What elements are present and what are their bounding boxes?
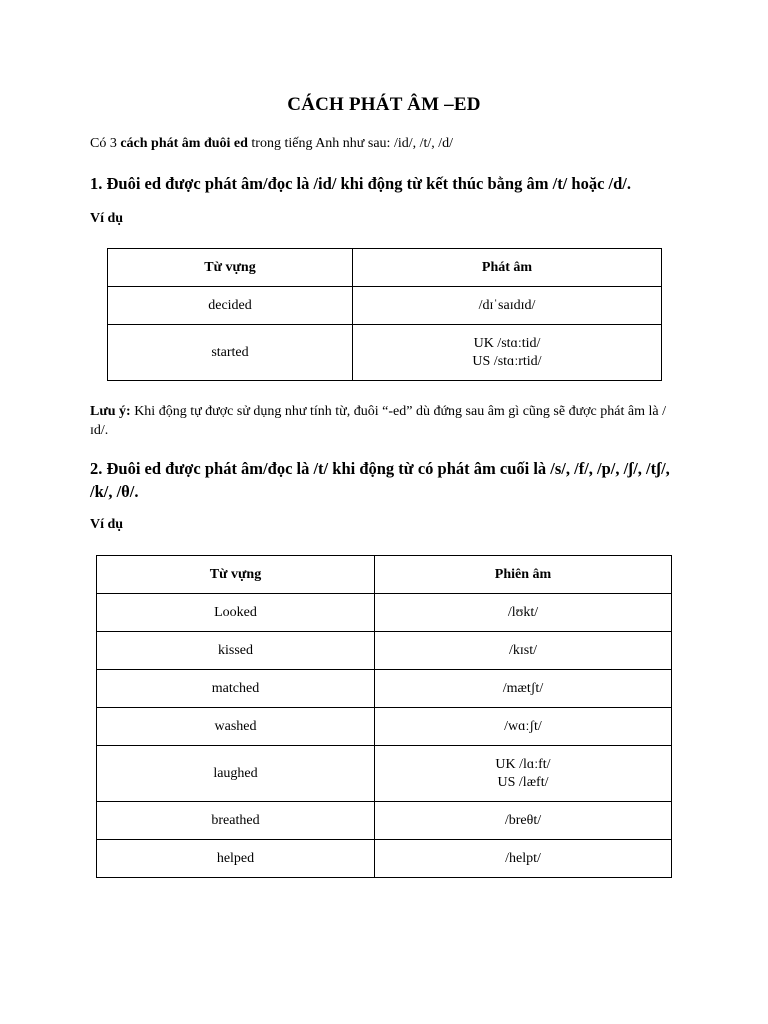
cell-word: decided (108, 287, 353, 325)
cell-word: washed (97, 708, 375, 746)
table-row (108, 287, 662, 325)
pron-line-uk: UK /stɑːtid/ (473, 335, 541, 351)
table-row (97, 594, 672, 632)
table-row (97, 708, 672, 746)
section1-table (107, 248, 662, 381)
table-row (97, 670, 672, 708)
cell-pronunciation: /breθt/ (375, 802, 672, 840)
table-row (97, 632, 672, 670)
section1-example-label: Ví dụ (90, 211, 124, 226)
note-label: Lưu ý: (90, 404, 131, 419)
cell-pronunciation: /mætʃt/ (375, 670, 672, 708)
table-row (97, 802, 672, 840)
cell-pronunciation (375, 746, 672, 802)
intro-prefix: Có 3 (90, 136, 121, 151)
pron-line-us: US /læft/ (497, 774, 549, 790)
page-title: CÁCH PHÁT ÂM –ED (287, 94, 481, 115)
section1-heading: 1. Đuôi ed được phát âm/đọc là /id/ khi động từ kết thúc bằng âm /t/ hoặc /d/. (90, 174, 631, 193)
section2-heading: 2. Đuôi ed được phát âm/đọc là /t/ khi động từ có phát âm cuối là /s/, /f/, /p/, /ʃ/, /tʃ/, /k/, /θ/. (90, 459, 670, 501)
cell-word: helped (97, 840, 375, 878)
intro-paragraph (90, 136, 453, 152)
table-row (97, 746, 672, 802)
cell-pronunciation: /kɪst/ (375, 632, 672, 670)
pron-line-uk: UK /lɑːft/ (495, 756, 551, 772)
cell-pronunciation: /helpt/ (375, 840, 672, 878)
section2-example-label: Ví dụ (90, 517, 124, 532)
cell-word: kissed (97, 632, 375, 670)
section2-table (96, 555, 672, 878)
header-word: Từ vựng (97, 556, 375, 594)
note-paragraph (90, 402, 680, 440)
cell-pronunciation: /wɑːʃt/ (375, 708, 672, 746)
pron-line: /dɪˈsaɪdɪd/ (478, 297, 536, 313)
table-row (108, 325, 662, 381)
header-pronunciation: Phát âm (353, 249, 662, 287)
cell-word: laughed (97, 746, 375, 802)
note-text: Khi động tự được sử dụng như tính từ, đuôi “-ed” dù đứng sau âm gì cũng sẽ được phát âm là /ɪd/. (90, 404, 666, 438)
cell-word: started (108, 325, 353, 381)
pron-line-us: US /stɑːrtid/ (472, 353, 542, 369)
table-row (97, 840, 672, 878)
header-word: Từ vựng (108, 249, 353, 287)
cell-pronunciation (353, 325, 662, 381)
cell-pronunciation (353, 287, 662, 325)
header-pronunciation: Phiên âm (375, 556, 672, 594)
cell-word: matched (97, 670, 375, 708)
cell-pronunciation: /lʊkt/ (375, 594, 672, 632)
cell-word: Looked (97, 594, 375, 632)
intro-suffix: trong tiếng Anh như sau: /id/, /t/, /d/ (247, 136, 454, 151)
cell-word: breathed (97, 802, 375, 840)
intro-bold: cách phát âm đuôi ed (120, 136, 248, 151)
table-header-row (108, 249, 662, 287)
table-header-row (97, 556, 672, 594)
